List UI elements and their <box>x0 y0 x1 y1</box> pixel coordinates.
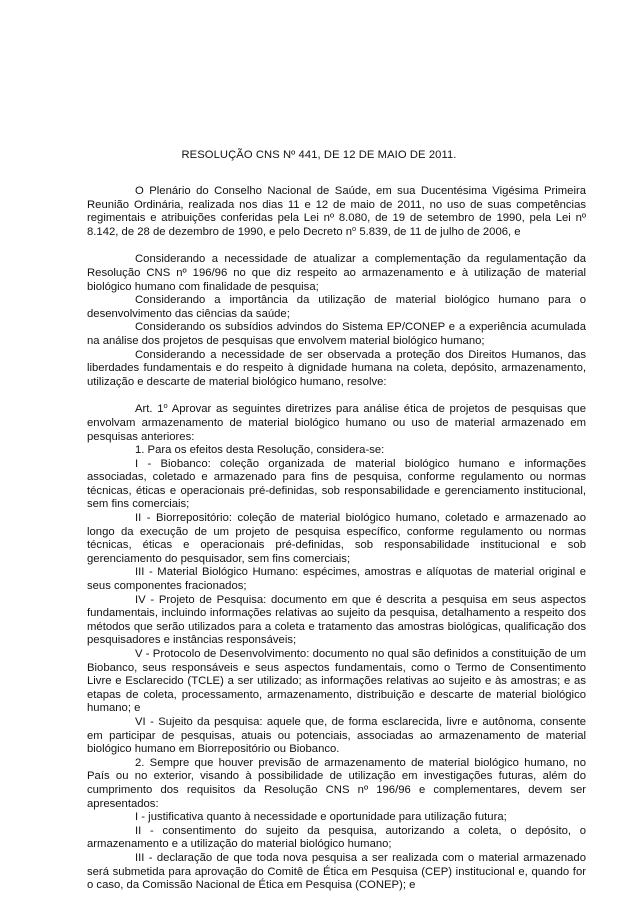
ordinal-superscript: o <box>163 401 168 411</box>
item-paragraph: II - consentimento do sujeito da pesquisa, autorizando a coleta, o depósito, o armazenamento e a utilização do material biológico humano; <box>87 824 586 851</box>
item-paragraph: III - Material Biológico Humano: espécimes, amostras e alíquotas de material original e seus componentes fracionados; <box>87 566 586 593</box>
considerando-paragraph: Considerando os subsídios advindos do Sistema EP/CONEP e a experiência acumulada na análise dos projetos de pesquisas que envolvem material biológico humano; <box>87 321 586 347</box>
item-paragraph: V - Protocolo de Desenvolvimento: documento no qual são definidos a constituição de um Biobanco, seus responsáveis e seus aspectos fundamentais, como o Termo de Consentimento Livre e Esclarecido (TCLE) a ser utilizado; as informações relativas ao sujeito e às amostras; e as etapas de coleta, processamento, armazenamento, distribuição e descarte de material biológico humano; e <box>87 648 586 715</box>
preamble-paragraph <box>87 185 586 239</box>
document-body <box>87 185 586 893</box>
preamble-text-2: 5.839, de 11 de julho de 2006, e <box>356 225 521 238</box>
item-paragraph: II - Biorrepositório: coleção de material biológico humano, coletado e armazenado ao longo da execução de um projeto de pesquisa específico, conforme regulamento ou normas técnicas, éticas e operacionais pré-definidas, sob responsabilidade institucional e sob gerenciamento do pesquisador, sem fins comerciais; <box>87 512 586 565</box>
item-paragraph: 1. Para os efeitos desta Resolução, considera-se: <box>135 444 385 457</box>
article-paragraph <box>87 403 586 444</box>
article-text: Aprovar as seguintes diretrizes para análise ética de projetos de pesquisas que envolvam armazenamento de material biológico humano ou uso de material armazenado em pesquisas anteriores: <box>87 403 587 443</box>
document-title: RESOLUÇÃO CNS Nº 441, DE 12 DE MAIO DE 2011. <box>181 149 457 161</box>
considerando-paragraph: Considerando a importância da utilização de material biológico humano para o desenvolvimento das ciências da saúde; <box>87 294 586 320</box>
item-paragraph: III - declaração de que toda nova pesquisa a ser realizada com o material armazenado será submetida para aprovação do Comitê de Ética em Pesquisa (CEP) institucional e, quando for o caso, da Comissão Nacional de Ética em Pesquisa (CONEP); e <box>87 851 586 892</box>
item-paragraph: IV - Projeto de Pesquisa: documento em que é descrita a pesquisa em seus aspectos fundamentais, incluindo informações relativas ao sujeito da pesquisa, detalhamento a respeito dos métodos que serão utilizados para a coleta e tratamento das amostras biológicas, qualificação dos pesquisadores e instâncias responsáveis; <box>87 593 586 647</box>
preamble-text-1: O Plenário do Conselho Nacional de Saúde, em sua Ducentésima Vigésima Primeira Reunião Ordinária, realizada nos dias 11 e 12 de maio de 2011, no uso de suas competências regimentais e atribuições conferidas pela Lei nº 8.080, de 19 de setembro de 1990, pela Lei nº 8.142, de 28 de dezembro de 1990, e pelo Decreto n <box>87 185 586 238</box>
item-paragraph: VI - Sujeito da pesquisa: aquele que, de forma esclarecida, livre e autônoma, consente em participar de pesquisas, atuais ou potenciais, associadas ao armazenamento de material biológico humano em Biorrepositório ou Biobanco. <box>87 715 586 756</box>
item-paragraph: I - Biobanco: coleção organizada de material biológico humano e informações associadas, coletado e armazenado para fins de pesquisa, conforme regulamento ou normas técnicas, éticas e operacionais pré-definidas, sob responsabilidade e gerenciamento institucional, sem fins comerciais; <box>87 457 586 511</box>
article-label: Art. 1 <box>135 403 164 416</box>
considerando-paragraph: Considerando a necessidade de ser observada a proteção dos Direitos Humanos, das liberdades fundamentais e do respeito à dignidade humana na coleta, depósito, armazenamento, utilização e descarte de material biológico humano, resolve: <box>87 348 586 388</box>
item-paragraph: I - justificativa quanto à necessidade e oportunidade para utilização futura; <box>135 811 507 824</box>
considerando-paragraph: Considerando a necessidade de atualizar a complementação da regulamentação da Resolução CNS nº 196/96 no que diz respeito ao armazenamento e à utilização de material biológico humano com finalidade de pesquisa; <box>87 253 586 293</box>
ordinal-superscript: o <box>352 223 357 233</box>
item-paragraph: 2. Sempre que houver previsão de armazenamento de material biológico humano, no País ou no exterior, visando à possibilidade de utilização em investigações futuras, além do cumprimento dos requisitos da Resolução CNS nº 196/96 e complementares, devem ser apresentados: <box>87 756 586 810</box>
